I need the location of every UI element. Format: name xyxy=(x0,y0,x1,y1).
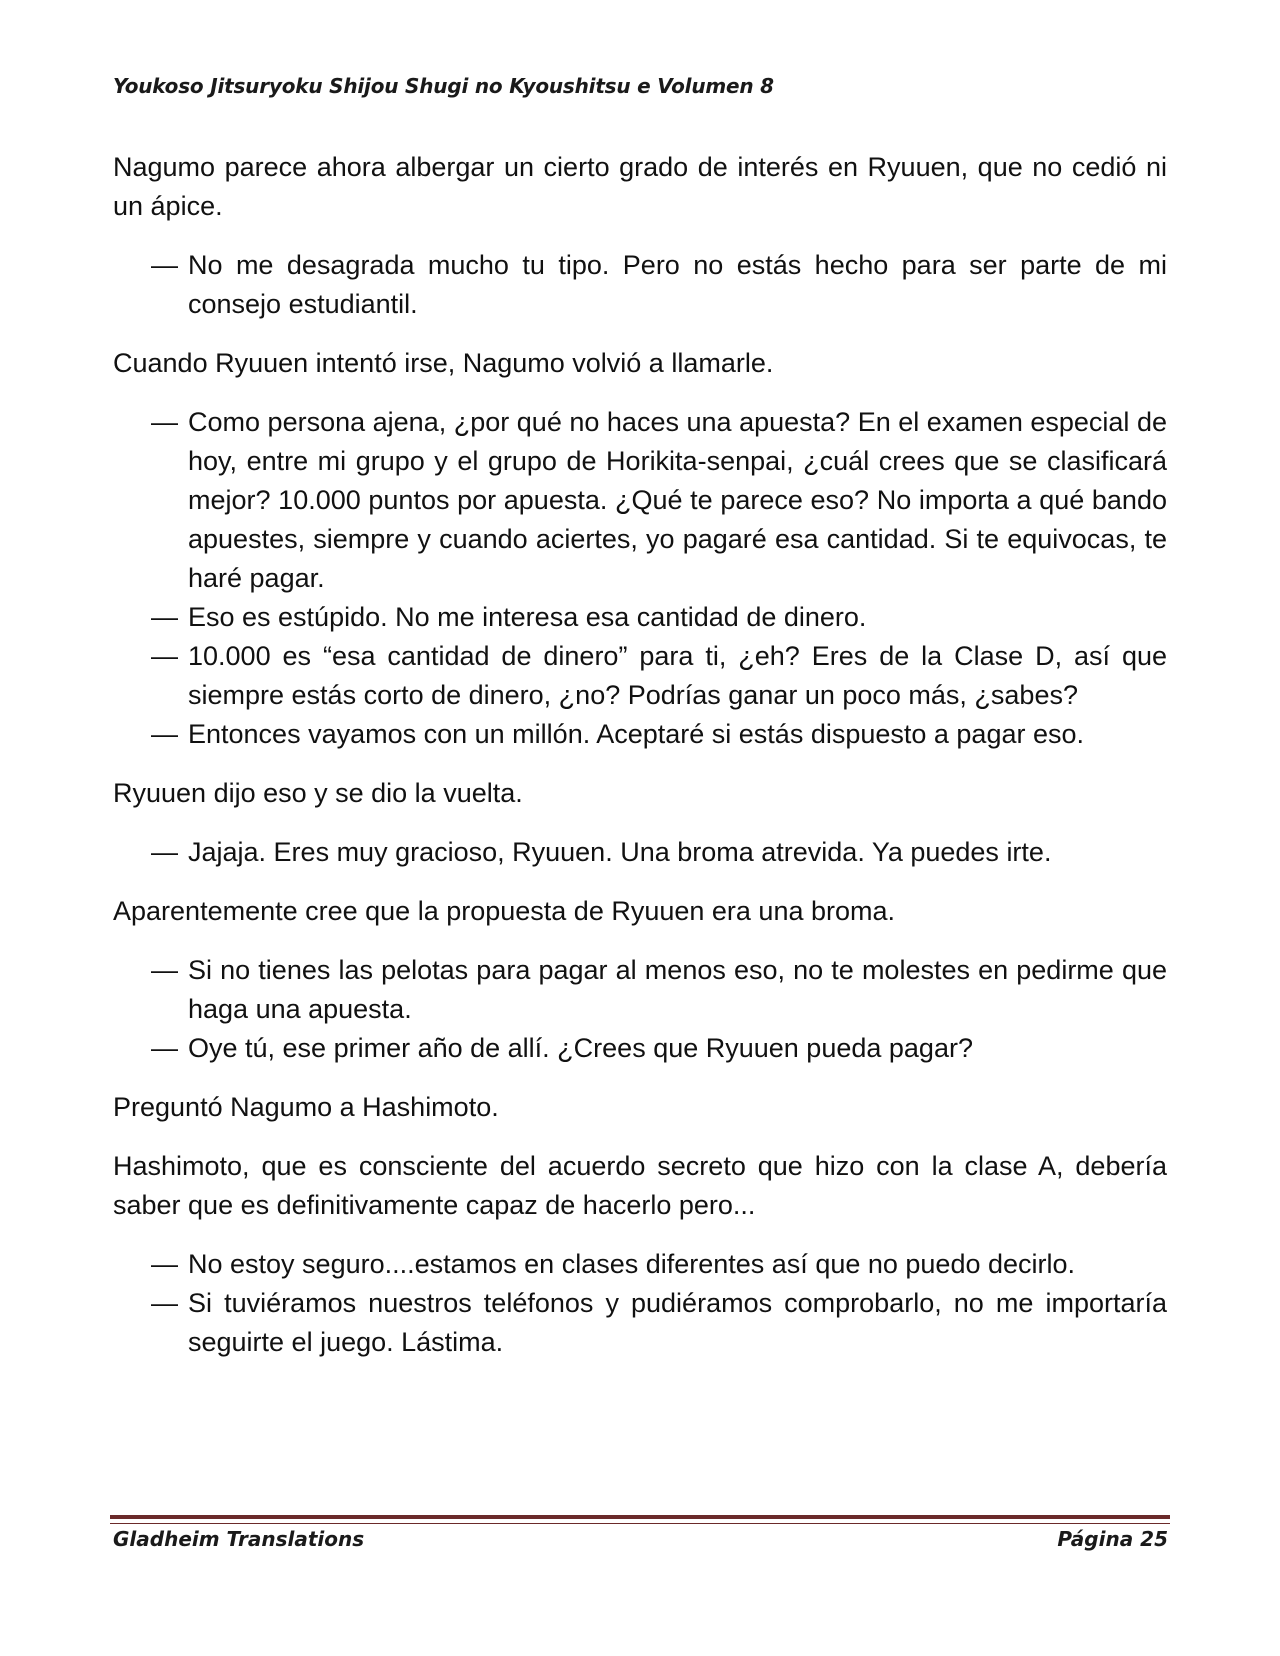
dialog-text: Si tuviéramos nuestros teléfonos y pudiéramos comprobarlo, no me importaría seguirte el juego. Lástima. xyxy=(188,1288,1167,1357)
dialog-line xyxy=(113,246,1167,324)
dialog-group xyxy=(113,246,1167,324)
dialog-text: No me desagrada mucho tu tipo. Pero no estás hecho para ser parte de mi consejo estudiantil. xyxy=(188,250,1167,319)
dialog-line xyxy=(113,951,1167,1029)
dialog-group xyxy=(113,951,1167,1068)
dialog-text: Como persona ajena, ¿por qué no haces una apuesta? En el examen especial de hoy, entre mi grupo y el grupo de Horikita-senpai, ¿cuál crees que se clasificará mejor? 10.000 puntos por apuesta. ¿Qué te parece eso? No importa a qué bando apuestes, siempre y cuando aciertes, yo pagaré esa cantidad. Si te equivocas, te haré pagar. xyxy=(188,407,1167,593)
dialog-dash: — xyxy=(151,1288,178,1318)
dialog-text: 10.000 es “esa cantidad de dinero” para ti, ¿eh? Eres de la Clase D, así que siempre estás corto de dinero, ¿no? Podrías ganar un poco más, ¿sabes? xyxy=(188,641,1167,710)
dialog-dash: — xyxy=(151,837,178,867)
dialog-line xyxy=(113,1029,1167,1068)
narration-paragraph: Hashimoto, que es consciente del acuerdo secreto que hizo con la clase A, debería saber que es definitivamente capaz de hacerlo pero... xyxy=(113,1151,1167,1220)
dialog-dash: — xyxy=(151,955,178,985)
dialog-line xyxy=(113,1284,1167,1362)
footer-divider xyxy=(110,1515,1170,1519)
dialog-text: Eso es estúpido. No me interesa esa cantidad de dinero. xyxy=(188,602,867,632)
dialog-group xyxy=(113,403,1167,754)
page-number: Página 25 xyxy=(1057,1527,1168,1551)
dialog-group xyxy=(113,833,1167,872)
dialog-line xyxy=(113,1245,1167,1284)
narration-paragraph: Aparentemente cree que la propuesta de Ryuuen era una broma. xyxy=(113,896,896,926)
page-body xyxy=(113,148,1167,1382)
dialog-text: Si no tienes las pelotas para pagar al menos eso, no te molestes en pedirme que haga una apuesta. xyxy=(188,955,1167,1024)
footer-divider-thin xyxy=(110,1523,1170,1524)
footer-credit: Gladheim Translations xyxy=(113,1527,365,1551)
narration-paragraph: Ryuuen dijo eso y se dio la vuelta. xyxy=(113,778,523,808)
dialog-dash: — xyxy=(151,641,178,671)
dialog-dash: — xyxy=(151,250,178,280)
dialog-text: Oye tú, ese primer año de allí. ¿Crees que Ryuuen pueda pagar? xyxy=(188,1033,973,1063)
dialog-text: No estoy seguro....estamos en clases diferentes así que no puedo decirlo. xyxy=(188,1249,1076,1279)
dialog-line xyxy=(113,715,1167,754)
dialog-group xyxy=(113,1245,1167,1362)
running-header: Youkoso Jitsuryoku Shijou Shugi no Kyoushitsu e Volumen 8 xyxy=(113,74,774,98)
dialog-dash: — xyxy=(151,719,178,749)
dialog-line xyxy=(113,833,1167,872)
dialog-dash: — xyxy=(151,602,178,632)
dialog-text: Entonces vayamos con un millón. Aceptaré si estás dispuesto a pagar eso. xyxy=(188,719,1085,749)
dialog-dash: — xyxy=(151,1033,178,1063)
dialog-dash: — xyxy=(151,407,178,437)
dialog-text: Jajaja. Eres muy gracioso, Ryuuen. Una broma atrevida. Ya puedes irte. xyxy=(188,837,1052,867)
narration-paragraph: Nagumo parece ahora albergar un cierto grado de interés en Ryuuen, que no cedió ni un ápice. xyxy=(113,152,1167,221)
narration-paragraph: Preguntó Nagumo a Hashimoto. xyxy=(113,1092,499,1122)
dialog-line xyxy=(113,637,1167,715)
dialog-line xyxy=(113,598,1167,637)
dialog-line xyxy=(113,403,1167,598)
narration-paragraph: Cuando Ryuuen intentó irse, Nagumo volvió a llamarle. xyxy=(113,348,774,378)
dialog-dash: — xyxy=(151,1249,178,1279)
